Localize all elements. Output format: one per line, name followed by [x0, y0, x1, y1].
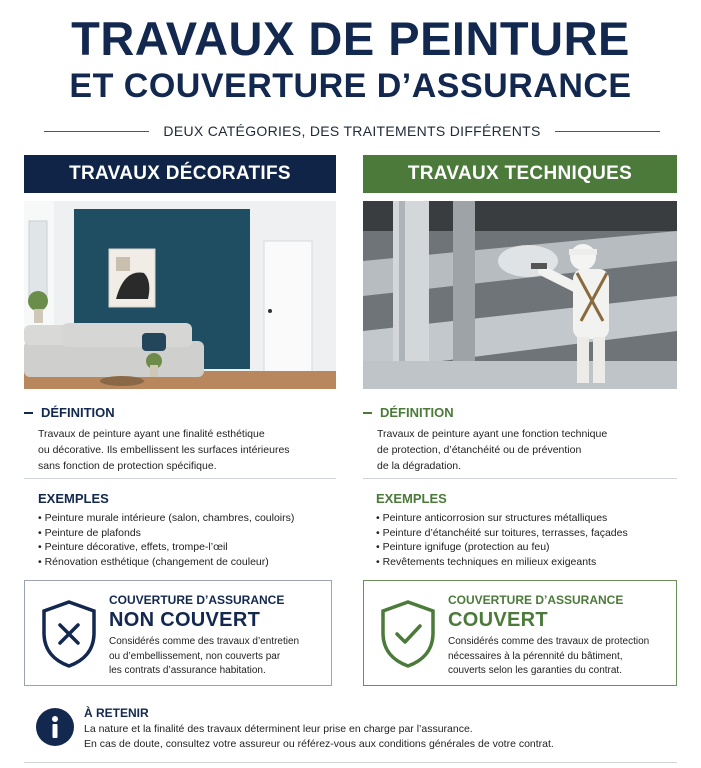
page-title-line1: TRAVAUX DE PEINTURE: [71, 12, 630, 65]
technical-banner: TRAVAUX TECHNIQUES: [363, 155, 677, 193]
coverage-line: couverts selon les garanties du contrat.: [448, 665, 622, 676]
list-item: • Revêtements techniques en milieux exigeants: [376, 555, 676, 570]
retenir-section: [36, 706, 676, 756]
coverage-label: COUVERTURE D’ASSURANCE: [109, 593, 285, 607]
list-item: • Peinture de plafonds: [38, 526, 336, 541]
decorative-banner: TRAVAUX DÉCORATIFS: [24, 155, 336, 193]
list-item: • Peinture murale intérieure (salon, chambres, couloirs): [38, 511, 336, 526]
coverage-line: Considérés comme des travaux d’entretien: [109, 636, 300, 647]
definition-heading: DÉFINITION: [380, 405, 454, 420]
technical-coverage-box: [363, 580, 677, 686]
retenir-label: À RETENIR: [84, 706, 149, 720]
decorative-definition: [24, 405, 336, 474]
definition-line: sans fonction de protection spécifique.: [38, 460, 217, 472]
list-item: • Rénovation esthétique (changement de couleur): [38, 555, 336, 570]
definition-heading: DÉFINITION: [41, 405, 115, 420]
examples-list: [376, 511, 676, 569]
coverage-label: COUVERTURE D’ASSURANCE: [448, 593, 624, 607]
coverage-value: NON COUVERT: [109, 609, 261, 631]
shield-x-icon: [39, 599, 99, 669]
page-title-line2: ET COUVERTURE D’ASSURANCE: [69, 67, 632, 105]
steel-painter-image: [363, 201, 677, 389]
section-divider: [363, 478, 677, 479]
technical-definition-title: [363, 405, 677, 420]
decorative-examples: [38, 491, 336, 569]
shield-check-icon: [378, 599, 438, 669]
technical-examples: [376, 491, 676, 569]
decorative-definition-title: [24, 405, 336, 420]
coverage-line: ou d’embellissement, non couverts par: [109, 650, 281, 662]
painter-photo: [363, 201, 677, 389]
technical-definition: [363, 405, 677, 474]
definition-line: ou décorative. Ils embellissent les surfaces intérieures: [38, 444, 290, 456]
living-room-photo: [24, 201, 336, 389]
info-icon: [36, 708, 74, 746]
technical-column: [363, 155, 677, 389]
coverage-value: COUVERT: [448, 609, 548, 631]
decorative-coverage-box: [24, 580, 332, 686]
divider-line: [44, 131, 149, 132]
decorative-definition-text: [38, 426, 336, 474]
list-item: • Peinture décorative, effets, trompe-l’œil: [38, 540, 336, 555]
list-item: • Peinture anticorrosion sur structures métalliques: [376, 511, 676, 526]
coverage-description: [448, 635, 668, 679]
definition-line: Travaux de peinture ayant une finalité esthétique: [38, 428, 265, 440]
definition-line: de la dégradation.: [377, 460, 462, 472]
retenir-text: [84, 722, 684, 752]
definition-line: Travaux de peinture ayant une fonction technique: [377, 428, 608, 440]
examples-heading: EXEMPLES: [376, 491, 447, 506]
dash-icon: [363, 412, 372, 414]
definition-line: de protection, d’étanchéité ou de prévention: [377, 444, 582, 456]
living-room-image: [24, 201, 336, 389]
info-glyph: [36, 708, 74, 746]
technical-definition-text: [377, 426, 677, 474]
bottom-divider: [24, 762, 677, 763]
dash-icon: [24, 412, 33, 414]
list-item: • Peinture ignifuge (protection au feu): [376, 540, 676, 555]
examples-list: [38, 511, 336, 569]
decorative-column: [24, 155, 336, 389]
retenir-line: En cas de doute, consultez votre assureur ou référez-vous aux conditions générales de votre contrat.: [84, 738, 554, 750]
coverage-line: nécessaires à la pérennité du bâtiment,: [448, 650, 623, 662]
coverage-line: Considérés comme des travaux de protection: [448, 636, 650, 647]
coverage-description: [109, 635, 329, 679]
list-item: • Peinture d’étanchéité sur toitures, terrasses, façades: [376, 526, 676, 541]
retenir-line: La nature et la finalité des travaux déterminent leur prise en charge par l’assurance.: [84, 723, 473, 735]
examples-heading: EXEMPLES: [38, 491, 109, 506]
divider-line: [555, 131, 660, 132]
section-divider: [24, 478, 336, 479]
subtitle-row: [44, 120, 660, 142]
page-subtitle: DEUX CATÉGORIES, DES TRAITEMENTS DIFFÉRENTS: [163, 123, 541, 139]
coverage-line: les contrats d’assurance habitation.: [109, 665, 266, 676]
